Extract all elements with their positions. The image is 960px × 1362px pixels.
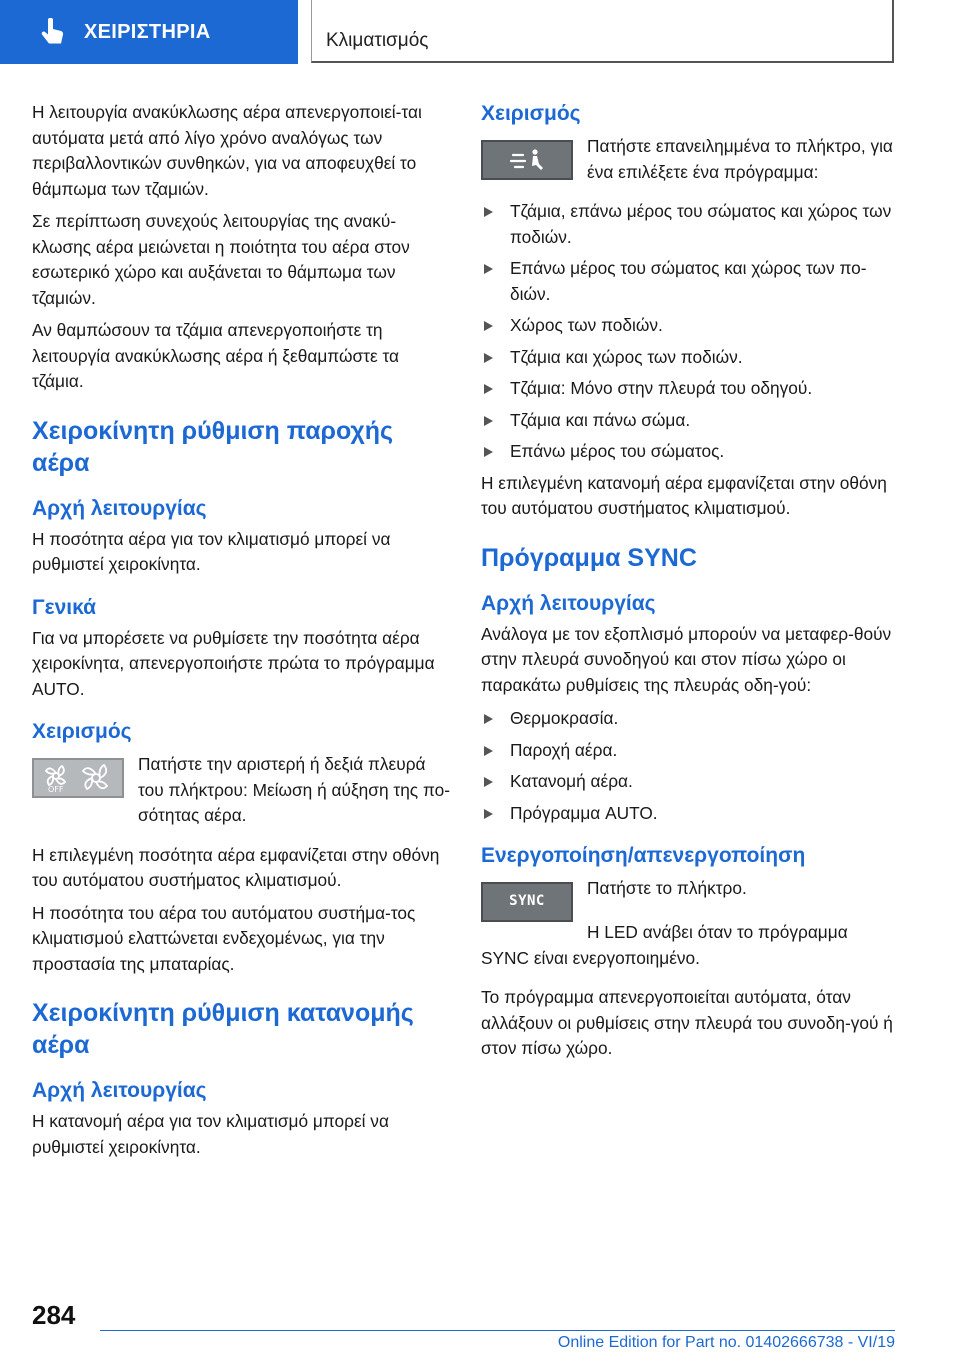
- section-tab-label: ΧΕΙΡΙΣΤΗΡΙΑ: [84, 20, 211, 43]
- list-item: Πρόγραμμα AUTO.: [481, 801, 899, 827]
- distribution-program-list: [481, 199, 899, 465]
- subheading-principle: Αρχή λειτουργίας: [32, 1079, 207, 1102]
- paragraph: Πατήστε το πλήκτρο.: [587, 878, 747, 898]
- paragraph: Η ποσότητα αέρα για τον κλιματισμό μπορεί να ρυθμιστεί χειροκίνητα.: [32, 528, 391, 574]
- operation-text: Πατήστε την αριστερή ή δεξιά πλευρά του πλήκτρου: Μείωση ή αύξηση της πο-σότητας αέρα.: [138, 754, 450, 825]
- list-item: Τζάμια και πάνω σώμα.: [481, 408, 899, 434]
- list-item: Τζάμια, επάνω μέρος του σώματος και χώρος των ποδιών.: [481, 199, 899, 250]
- list-item: Κατανομή αέρα.: [481, 769, 899, 795]
- paragraph: Σε περίπτωση συνεχούς λειτουργίας της ανακύ-κλωσης αέρα μειώνεται η ποιότητα του αέρα στον εσωτερικό χώρο και αυξάνεται το θάμπωμα των τζαμιών.: [32, 211, 410, 308]
- paragraph: Το πρόγραμμα απενεργοποιείται αυτόματα, όταν αλλάξουν οι ρυθμίσεις στην πλευρά του συνοδη-γού ή στον πίσω χώρο.: [481, 987, 893, 1058]
- distribution-button-row: [481, 134, 899, 185]
- paragraph: Η ποσότητα του αέρα του αυτόματου συστήμα-τος κλιματισμού ελαττώνεται ενδεχομένως, για την προστασία της μπαταρίας.: [32, 902, 416, 974]
- paragraph: Αν θαμπώσουν τα τζάμια απενεργοποιήστε τη λειτουργία ανακύκλωσης αέρα ή ξεθαμπώστε τα τζάμια.: [32, 320, 400, 391]
- fan-off-label: OFF: [48, 785, 64, 794]
- list-item: Παροχή αέρα.: [481, 738, 899, 764]
- paragraph: Η κατανομή αέρα για τον κλιματισμό μπορεί να ρυθμιστεί χειροκίνητα.: [32, 1111, 389, 1157]
- paragraph: Η επιλεγμένη ποσότητα αέρα εμφανίζεται στην οθόνη του αυτόματου συστήματος κλιματισμού.: [32, 844, 440, 890]
- sync-settings-list: [481, 706, 899, 826]
- list-item: Τζάμια: Μόνο στην πλευρά του οδηγού.: [481, 376, 899, 402]
- sync-button-image: [481, 882, 573, 922]
- fan-speed-button-image: [32, 758, 124, 798]
- section-tab[interactable]: [0, 0, 298, 64]
- heading-manual-air-distribution: Χειροκίνητη ρύθμιση κατανομής αέρα: [32, 999, 414, 1059]
- paragraph: Η LED ανάβει όταν το πρόγραμμα SYNC είναι ενεργοποιημένο.: [481, 922, 848, 968]
- list-item: Χώρος των ποδιών.: [481, 313, 899, 339]
- edition-info: Online Edition for Part no. 01402666738 - VI/19: [557, 1334, 895, 1351]
- paragraph: Η λειτουργία ανακύκλωσης αέρα απενεργοποιεί-ται αυτόματα μετά από λίγο χρόνο αναλόγως των περιβαλλοντικών συνθηκών, για να αποφευχθεί το θάμπωμα των τζαμιών.: [32, 102, 422, 199]
- chapter-header: [311, 0, 894, 63]
- page-number: 284: [32, 1300, 76, 1330]
- right-column: [481, 100, 899, 1069]
- subheading-operation: Χειρισμός: [481, 102, 581, 125]
- paragraph: Ανάλογα με τον εξοπλισμό μπορούν να μεταφερ-θούν στην πλευρά συνοδηγού και στον πίσω χώρο οι παρακάτω ρυθμίσεις της πλευράς οδη-γού:: [481, 623, 892, 695]
- fan-icon: [38, 762, 118, 794]
- heading-sync-program: Πρόγραμμα SYNC: [481, 543, 697, 572]
- air-distribution-icon: [507, 146, 547, 174]
- list-item: Τζάμια και χώρος των ποδιών.: [481, 345, 899, 371]
- subheading-principle: Αρχή λειτουργίας: [32, 496, 207, 520]
- list-item: Θερμοκρασία.: [481, 706, 899, 732]
- paragraph: Η επιλεγμένη κατανομή αέρα εμφανίζεται στην οθόνη του αυτόματου συστήματος κλιματισμού.: [481, 472, 887, 518]
- heading-manual-air-flow: Χειροκίνητη ρύθμιση παροχής αέρα: [32, 416, 394, 477]
- operation-text: Πατήστε επανειλημμένα το πλήκτρο, για ένα επιλέξετε ένα πρόγραμμα:: [587, 136, 893, 182]
- left-column: [32, 100, 450, 1167]
- paragraph: Για να μπορέσετε να ρυθμίσετε την ποσότητα αέρα χειροκίνητα, απενεργοποιήστε πρώτα το πρόγραμμα AUTO.: [32, 627, 435, 699]
- sync-button-row: [481, 876, 899, 922]
- sync-button-label: SYNC: [509, 893, 545, 910]
- fan-button-row: [32, 752, 450, 829]
- subheading-general: Γενικά: [32, 595, 97, 619]
- hand-pointer-icon: [40, 18, 66, 46]
- chapter-title: Κλιματισμός: [326, 30, 429, 51]
- subheading-toggle: Ενεργοποίηση/απενεργοποίηση: [481, 844, 806, 867]
- air-distribution-button-image: [481, 140, 573, 180]
- sync-text: [587, 876, 899, 909]
- list-item: Επάνω μέρος του σώματος.: [481, 439, 899, 465]
- list-item: Επάνω μέρος του σώματος και χώρος των πο-διών.: [481, 256, 899, 307]
- subheading-operation: Χειρισμός: [32, 720, 132, 743]
- footer-divider: [100, 1330, 895, 1331]
- subheading-principle: Αρχή λειτουργίας: [481, 591, 656, 615]
